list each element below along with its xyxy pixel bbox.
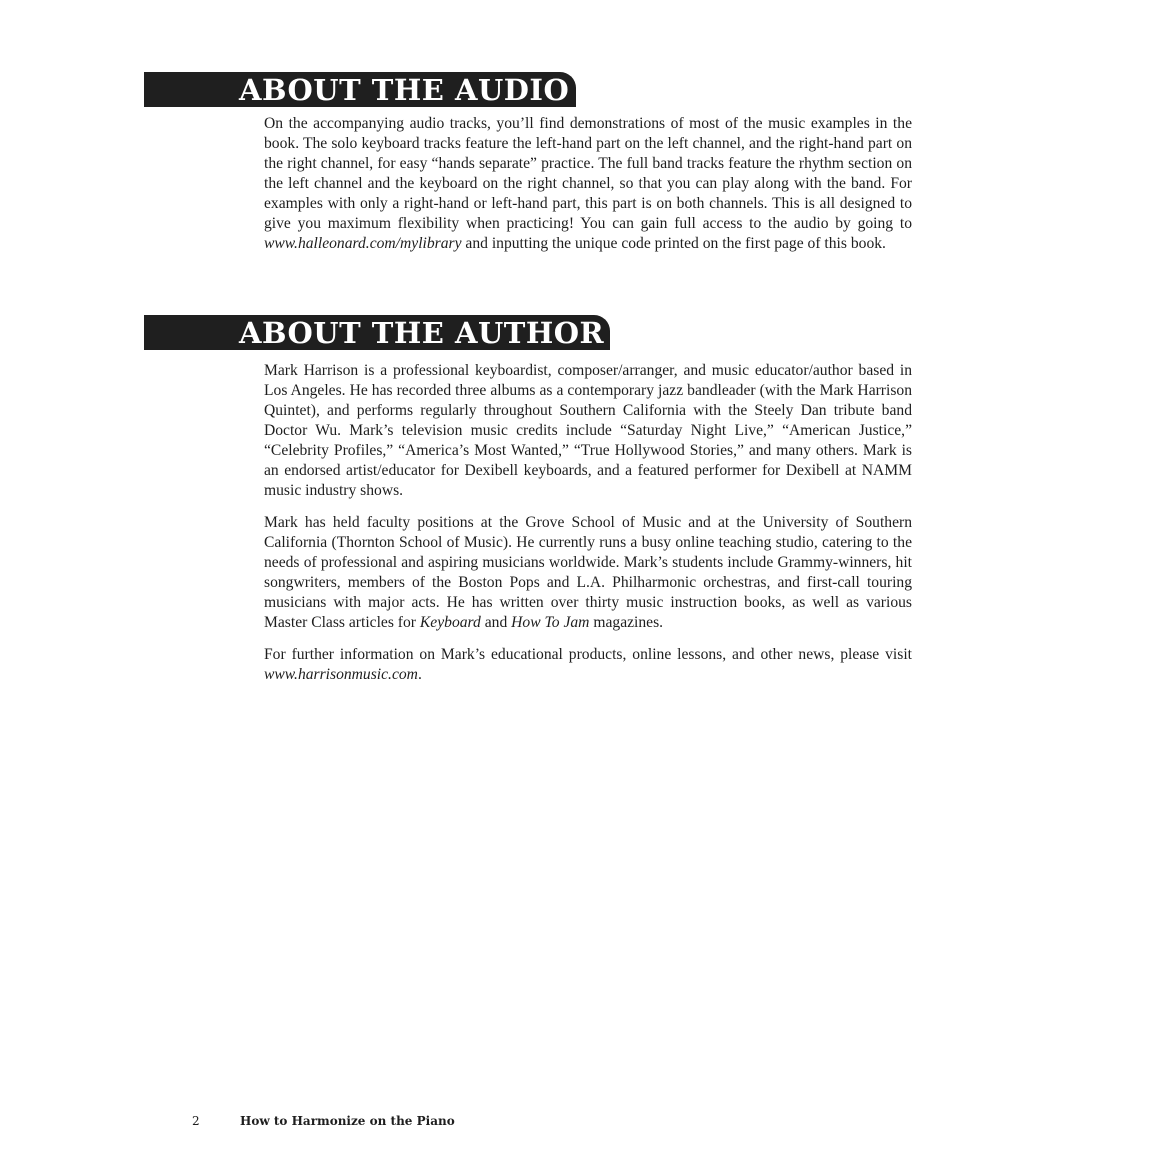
keyboard-magazine-title: Keyboard	[419, 614, 481, 631]
author-section-heading: ABOUT THE AUTHOR	[239, 316, 605, 350]
audio-paragraph	[264, 114, 912, 254]
author-paragraph-2	[264, 513, 912, 633]
author-paragraph-3-tail: .	[417, 666, 422, 683]
author-section-banner	[144, 315, 610, 350]
mylibrary-link: www.halleonard.com/mylibrary	[264, 235, 462, 252]
how-to-jam-magazine-title: How To Jam	[511, 614, 590, 631]
author-paragraph-1: Mark Harrison is a professional keyboardist, composer/arranger, and music educator/author based in Los Angeles. He has recorded three albums as a contemporary jazz bandleader (with the Mark Harrison Quintet), and performs regularly throughout Southern California with the Steely Dan tribute band Doctor Wu. Mark’s television music credits include “Saturday Night Live,” “American Justice,” “Celebrity Profiles,” “America’s Most Wanted,” “True Hollywood Stories,” and many others. Mark is an endorsed artist/educator for Dexibell keyboards, and a featured performer for Dexibell at NAMM music industry shows.	[264, 362, 912, 499]
harrisonmusic-link: www.harrisonmusic.com	[264, 666, 418, 683]
audio-paragraph-tail: and inputting the unique code printed on the first page of this book.	[465, 235, 886, 252]
author-paragraph-2-tail: magazines.	[593, 614, 664, 631]
audio-section-heading: ABOUT THE AUDIO	[239, 73, 570, 107]
audio-paragraph-text: On the accompanying audio tracks, you’ll find demonstrations of most of the music examples in the book. The solo keyboard tracks feature the left-hand part on the left channel, and the right-hand part on the right channel, for easy “hands separate” practice. The full band tracks feature the rhythm section on the left channel and the keyboard on the right channel, so that you can play along with the band. For examples with only a right-hand or left-hand part, this part is on both channels. This is all designed to give you maximum flexibility when practicing! You can gain full access to the audio by going to	[264, 115, 912, 232]
author-paragraph-2-and: and	[484, 614, 508, 631]
author-paragraph-2-text: Mark has held faculty positions at the Grove School of Music and at the University of Southern California (Thornton School of Music). He currently runs a busy online teaching studio, catering to the needs of professional and aspiring musicians worldwide. Mark’s students include Grammy-winners, hit songwriters, members of the Boston Pops and L.A. Philharmonic orchestras, and first-call touring musicians with major acts. He has written over thirty music instruction books, as well as various Master Class articles for	[264, 514, 912, 631]
audio-section-body	[264, 114, 912, 266]
page-number: 2	[192, 1114, 200, 1128]
book-title: How to Harmonize on the Piano	[240, 1114, 455, 1128]
author-section-body	[264, 361, 912, 697]
author-paragraph-3	[264, 645, 912, 685]
author-paragraph-3-text: For further information on Mark’s educational products, online lessons, and other news, please visit	[264, 646, 912, 663]
audio-section-banner	[144, 72, 576, 107]
